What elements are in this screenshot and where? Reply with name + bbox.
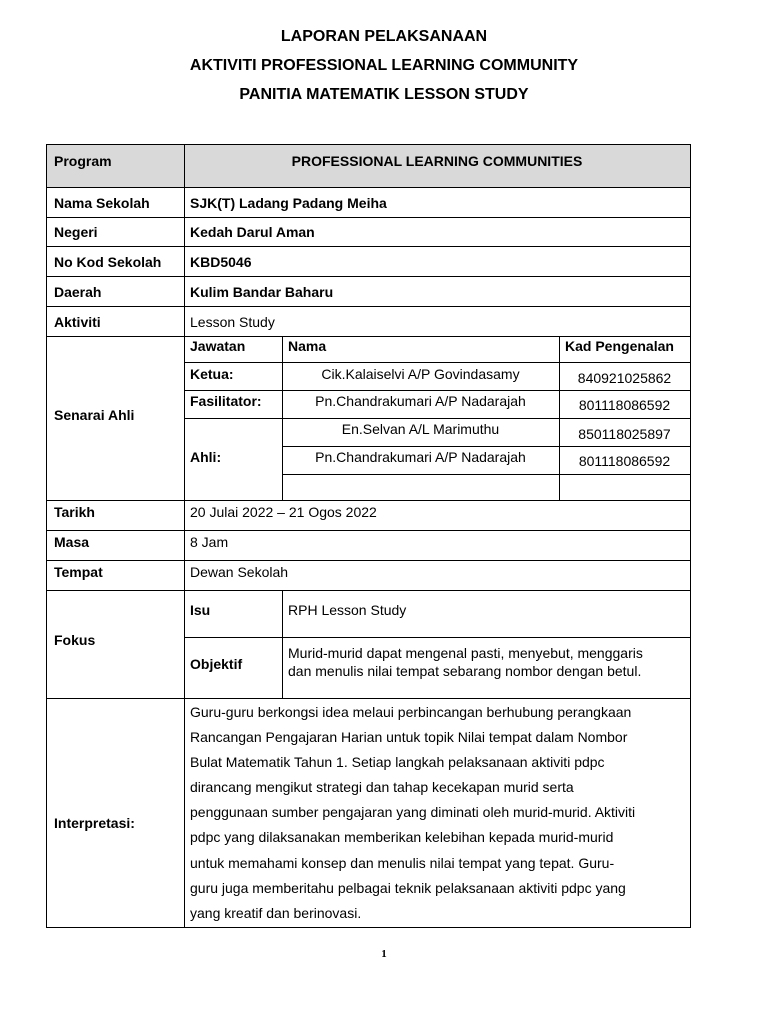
- role-fasilitator: Fasilitator:: [190, 393, 262, 409]
- members-row-line: [282, 446, 690, 447]
- table-border-right: [690, 144, 691, 928]
- table-column-divider: [184, 144, 185, 928]
- focus-label: Fokus: [54, 632, 96, 648]
- role-ahli: Ahli:: [190, 449, 222, 465]
- ahli-2-name: Pn.Chandrakumari A/P Nadarajah: [315, 449, 526, 465]
- duration-value: 8 Jam: [190, 534, 229, 550]
- school-name-label: Nama Sekolah: [54, 195, 150, 211]
- row-line: [46, 560, 691, 561]
- page-number: 1: [381, 948, 387, 960]
- row-line: [46, 698, 691, 699]
- district-value: Kulim Bandar Baharu: [190, 284, 334, 300]
- objective-line-2: dan menulis nilai tempat sebarang nombor dengan betul.: [288, 663, 642, 679]
- interpretation-text: Guru-guru berkongsi idea melaui perbincangan berhubung perangkaan Rancangan Pengajaran Harian untuk topik Nilai tempat dalam Nombor Bulat Matematik Tahun 1. Setiap langkah pelaksanaan aktiviti pdpc dirancang mengikut strategi dan tahap kecekapan murid serta penggunaan sumber pengajaran yang diminati oleh murid-murid. Aktiviti pdpc yang dilaksanakan memberikan kelebihan kepada murid-murid untuk memahami konsep dan menulis nilai tempat yang tepat. Guru- guru juga memberitahu pelbagai teknik pelaksanaan aktiviti pdpc yang yang kreatif dan berinovasi.: [190, 704, 636, 921]
- report-title-block: [0, 26, 768, 113]
- members-header-name: Nama: [288, 338, 327, 354]
- activity-label: Aktiviti: [54, 314, 101, 330]
- report-title-line-1: LAPORAN PELAKSANAAN: [280, 28, 488, 45]
- row-line: [46, 336, 691, 337]
- activity-value: Lesson Study: [190, 314, 275, 330]
- school-code-value: KBD5046: [190, 254, 252, 270]
- members-row-line: [282, 474, 690, 475]
- row-line: [46, 144, 691, 145]
- program-value: PROFESSIONAL LEARNING COMMUNITIES: [291, 153, 583, 169]
- ahli-2-ic: 801118086592: [578, 453, 671, 469]
- issue-value: RPH Lesson Study: [288, 602, 407, 618]
- members-row-line: [184, 362, 690, 363]
- fasilitator-ic: 801118086592: [578, 397, 671, 413]
- duration-label: Masa: [54, 534, 90, 550]
- row-line: [46, 927, 691, 928]
- fokus-column-divider: [282, 590, 283, 698]
- ketua-name: Cik.Kalaiselvi A/P Govindasamy: [321, 366, 520, 382]
- row-line: [46, 500, 691, 501]
- row-line: [46, 590, 691, 591]
- role-ketua: Ketua:: [190, 366, 234, 382]
- interpretation-label: Interpretasi:: [54, 815, 135, 831]
- members-row-line: [184, 390, 690, 391]
- ketua-ic: 840921025862: [577, 370, 672, 386]
- date-label: Tarikh: [54, 504, 95, 520]
- ahli-1-ic: 850118025897: [578, 426, 671, 442]
- members-label: Senarai Ahli: [54, 407, 135, 423]
- school-name-value: SJK(T) Ladang Padang Meiha: [190, 195, 387, 211]
- ahli-1-name: En.Selvan A/L Marimuthu: [341, 421, 500, 437]
- row-line: [46, 276, 691, 277]
- venue-label: Tempat: [54, 564, 103, 580]
- row-line: [46, 306, 691, 307]
- venue-value: Dewan Sekolah: [190, 564, 289, 580]
- objective-label: Objektif: [190, 656, 243, 672]
- issue-label: Isu: [190, 602, 211, 618]
- row-line: [46, 246, 691, 247]
- members-row-line: [184, 418, 690, 419]
- table-border-left: [46, 144, 47, 928]
- members-header-role: Jawatan: [190, 338, 246, 354]
- state-label: Negeri: [54, 224, 98, 240]
- date-value: 20 Julai 2022 – 21 Ogos 2022: [190, 504, 377, 520]
- fasilitator-name: Pn.Chandrakumari A/P Nadarajah: [315, 393, 526, 409]
- school-code-label: No Kod Sekolah: [54, 254, 162, 270]
- report-title-line-3: PANITIA MATEMATIK LESSON STUDY: [239, 86, 529, 103]
- objective-line-1: Murid-murid dapat mengenal pasti, menyebut, menggaris: [288, 645, 643, 661]
- fokus-row-line: [184, 637, 690, 638]
- row-line: [46, 530, 691, 531]
- state-value: Kedah Darul Aman: [190, 224, 315, 240]
- district-label: Daerah: [54, 284, 102, 300]
- members-header-ic: Kad Pengenalan: [565, 338, 674, 354]
- row-line: [46, 217, 691, 218]
- row-line: [46, 187, 691, 188]
- program-label: Program: [54, 153, 112, 169]
- report-title-line-2: AKTIVITI PROFESSIONAL LEARNING COMMUNITY: [189, 57, 579, 74]
